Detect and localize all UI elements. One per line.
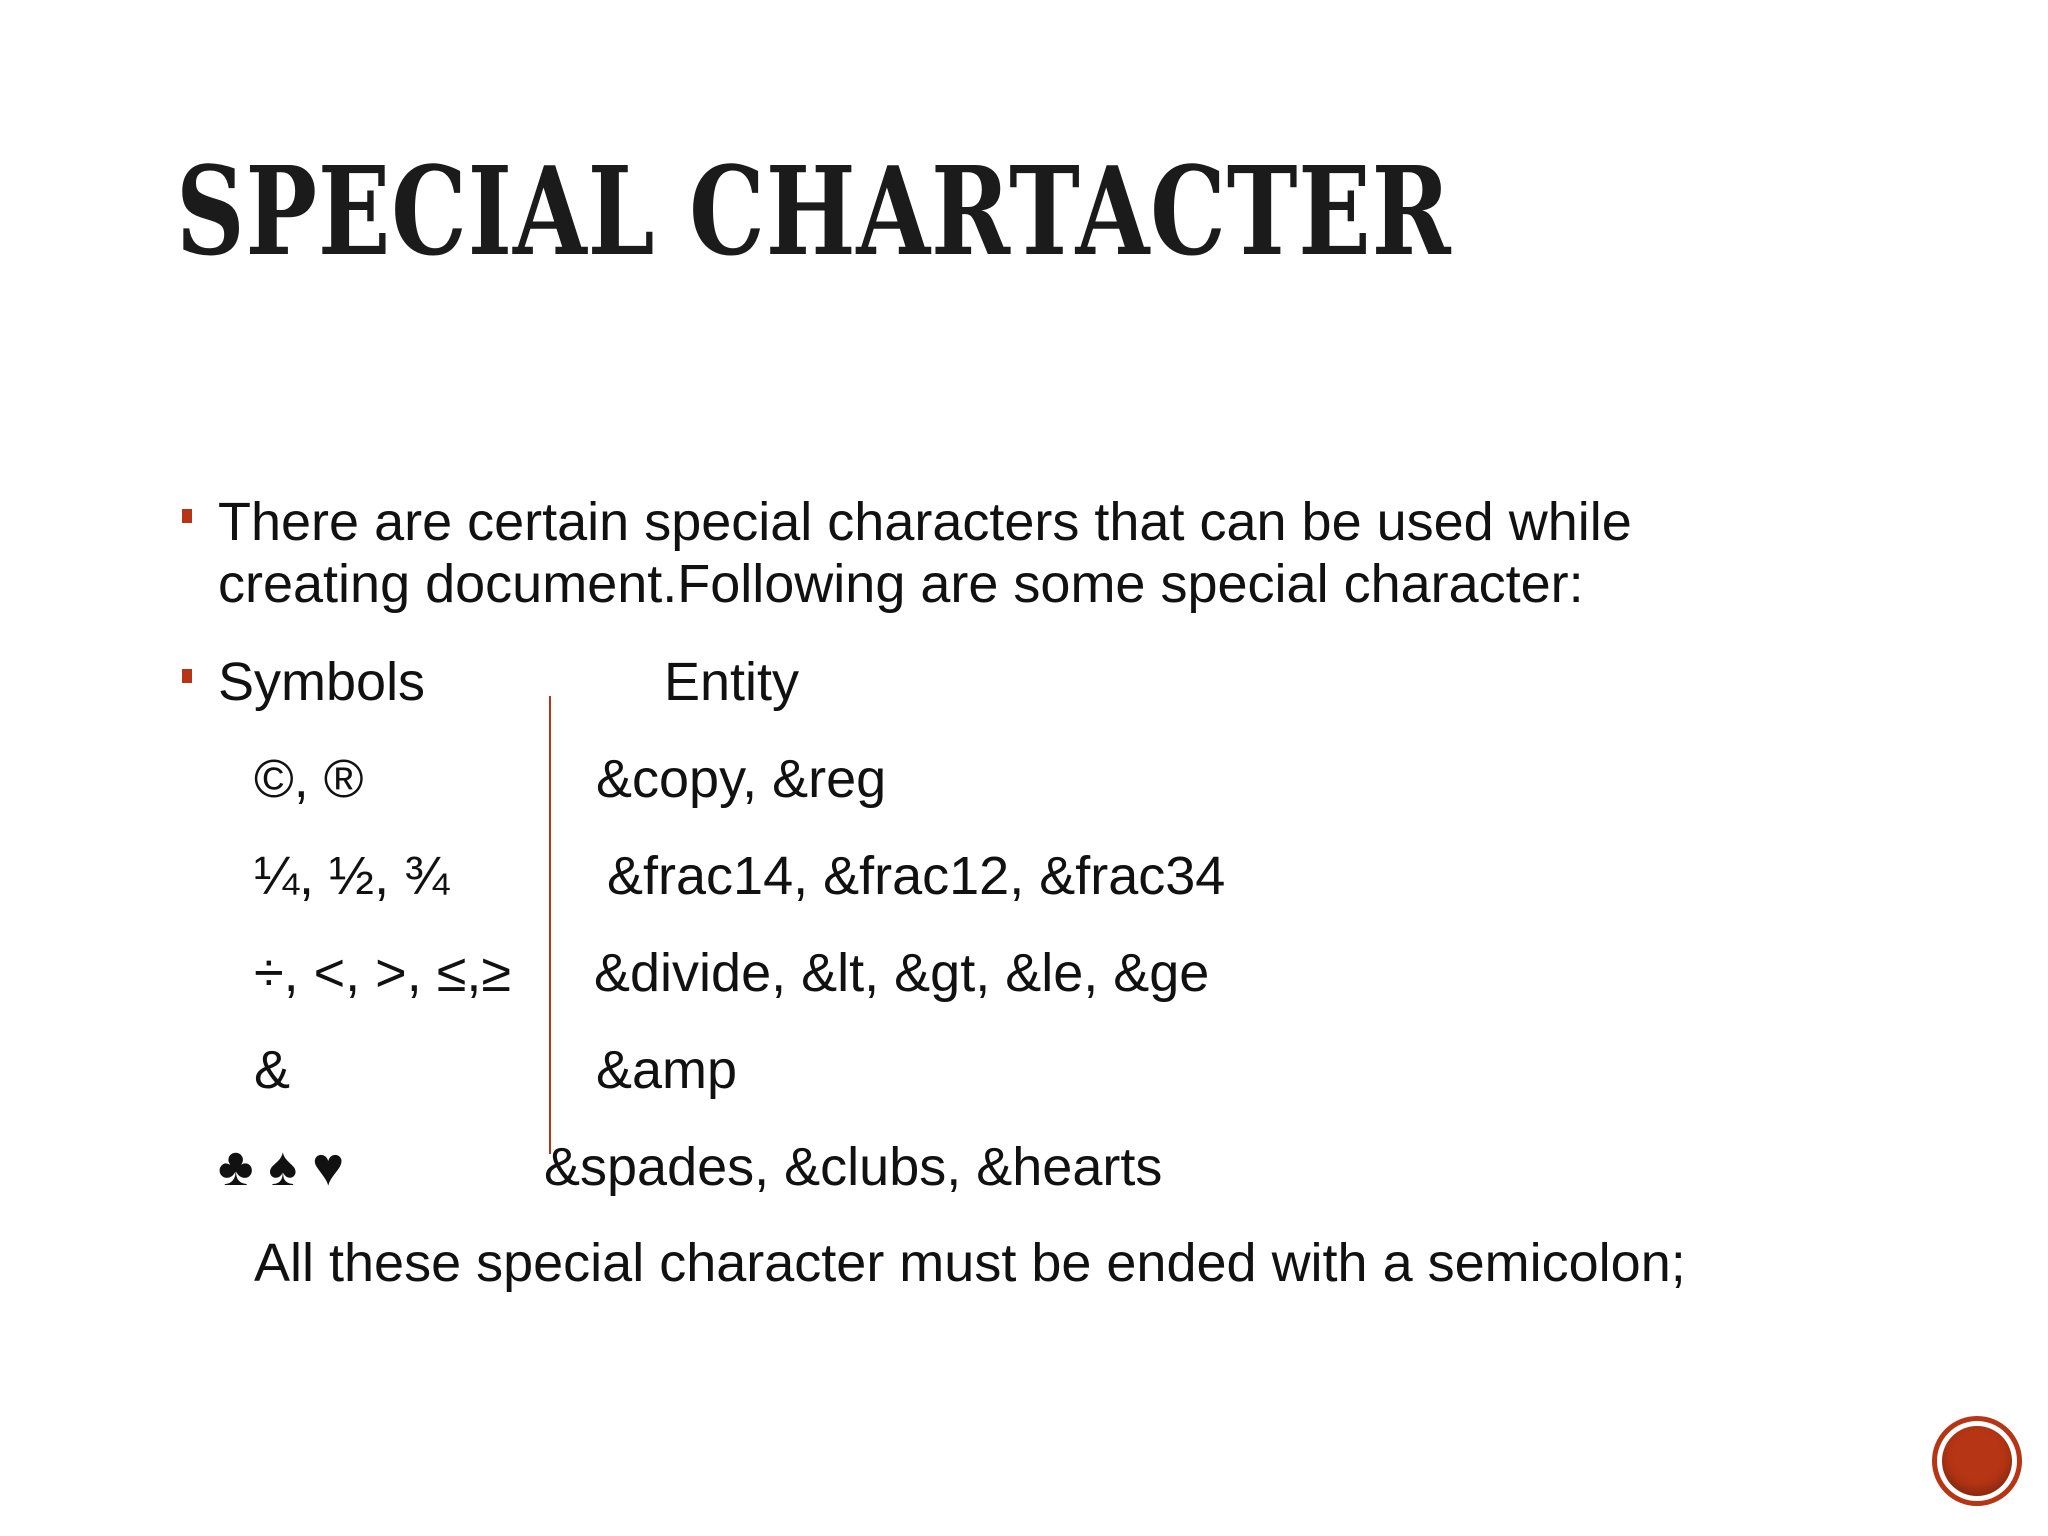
entity-cell: &divide, &lt, &gt, &le, &ge	[594, 943, 1210, 1003]
entity-header: Entity	[664, 652, 800, 712]
column-divider	[549, 696, 551, 1154]
bullet-paragraph	[218, 491, 1632, 615]
circle-nav-inner	[1942, 1426, 2012, 1496]
entity-cell: &spades, &clubs, &hearts	[544, 1137, 1163, 1197]
symbol-cell: ÷, <, >, ≤,≥	[254, 943, 512, 1003]
circle-nav-icon[interactable]	[1932, 1416, 2022, 1506]
bullet-marker-icon	[182, 669, 192, 683]
entity-cell: &frac14, &frac12, &frac34	[607, 846, 1226, 906]
slide-title: SPECIAL CHARTACTER	[176, 139, 1452, 283]
bullet-marker-icon	[182, 509, 192, 523]
semicolon-note: All these special character must be ended with a semicolon;	[254, 1233, 1686, 1293]
symbol-cell: &	[254, 1040, 291, 1100]
symbol-cell: ♣ ♠ ♥	[218, 1137, 345, 1197]
entity-cell: &amp	[596, 1040, 738, 1100]
entity-cell: &copy, &reg	[596, 749, 887, 809]
symbol-cell: ©, ®	[254, 749, 364, 809]
symbol-cell: ¼, ½, ¾	[254, 846, 450, 906]
bullet-line: creating document.Following are some special character:	[218, 554, 1584, 614]
symbols-header: Symbols	[218, 652, 426, 712]
bullet-line: There are certain special characters that can be used while	[218, 492, 1632, 552]
